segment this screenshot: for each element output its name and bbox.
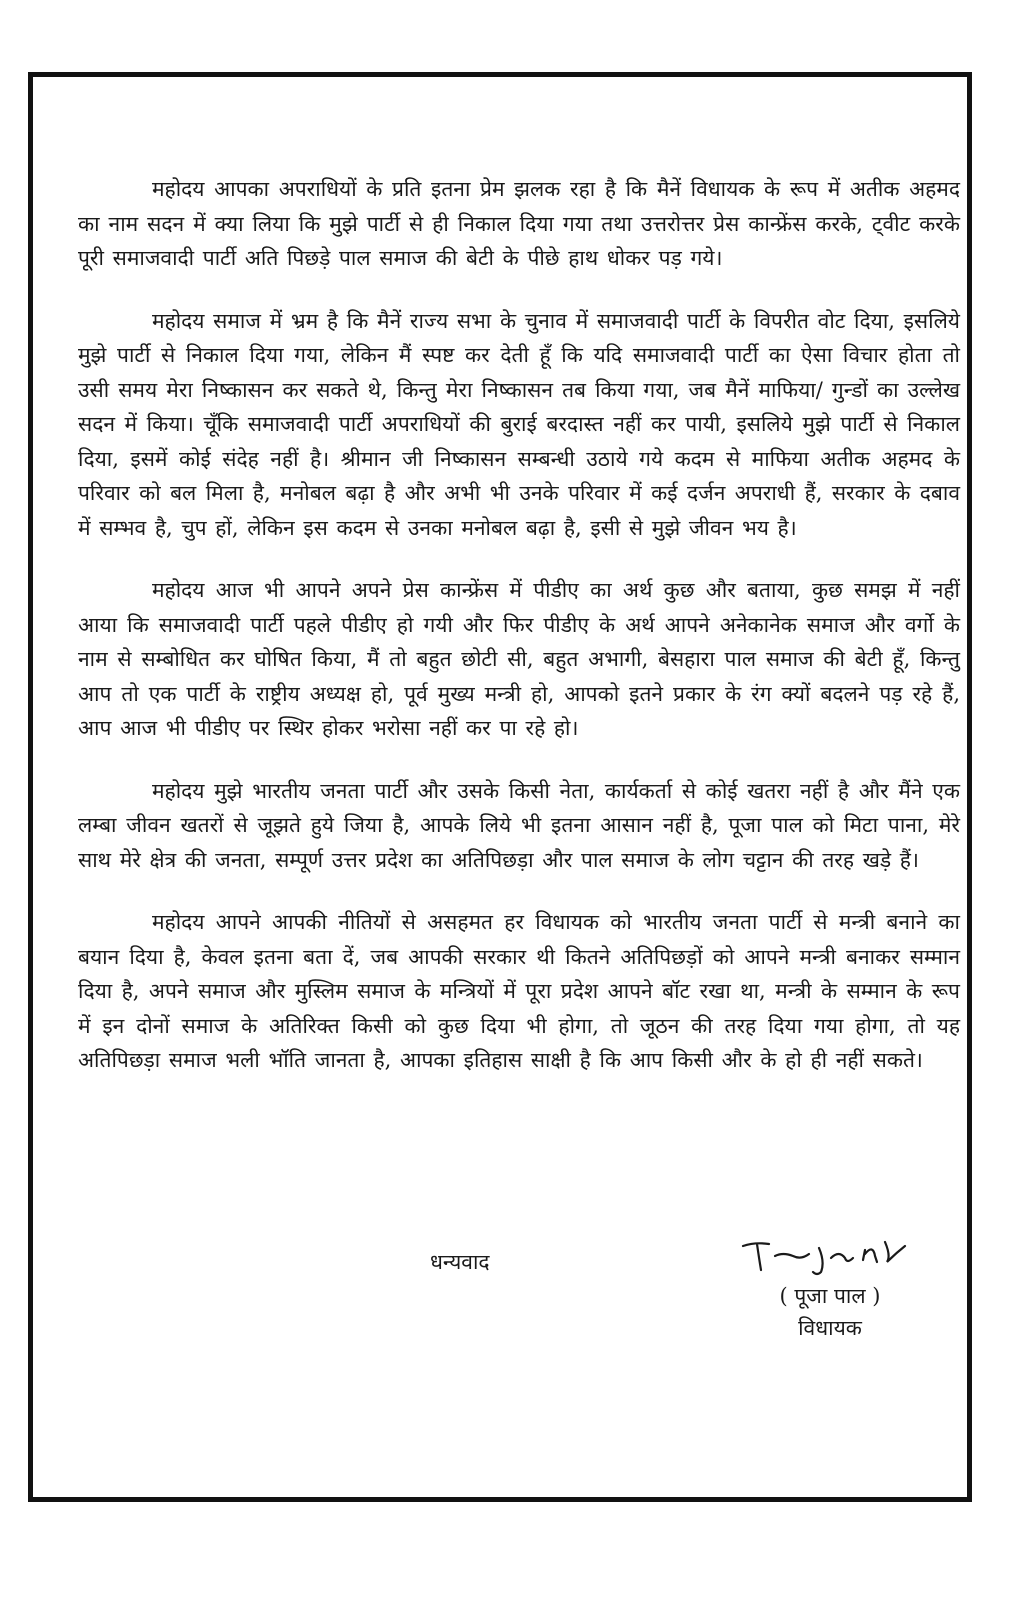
letter-body [78, 172, 960, 1106]
paragraph-4: महोदय मुझे भारतीय जनता पार्टी और उसके किसी नेता, कार्यकर्ता से कोई खतरा नहीं है और मैंने एक लम्बा जीवन खतरों से जूझते हुये जिया है, आपके लिये भी इतना आसान नहीं है, पूजा पाल को मिटा पाना, मेरे साथ मेरे क्षेत्र की जनता, सम्पूर्ण उत्तर प्रदेश का अतिपिछड़ा और पाल समाज के लोग चट्टान की तरह खड़े हैं। [78, 778, 960, 872]
paragraph-1: महोदय आपका अपराधियों के प्रति इतना प्रेम झलक रहा है कि मैनें विधायक के रूप में अतीक अहमद का नाम सदन में क्या लिया कि मुझे पार्टी से ही निकाल दिया गया तथा उत्तरोत्तर प्रेस कान्फ्रेंस करके, ट्वीट करके पूरी समाजवादी पार्टी अति पिछड़े पाल समाज की बेटी के पीछे हाथ धोकर पड़ गये। [78, 177, 960, 270]
paragraph-5: महोदय आपने आपकी नीतियों से असहमत हर विधायक को भारतीय जनता पार्टी से मन्त्री बनाने का बयान दिया है, केवल इतना बता दें, जब आपकी सरकार थी कितने अतिपिछड़ों को आपने मन्त्री बनाकर सम्मान दिया है, अपने समाज और मुस्लिम समाज के मन्त्रियों में पूरा प्रदेश आपने बॉट रखा था, मन्त्री के सम्मान के रूप में इन दोनों समाज के अतिरिक्त किसी को कुछ दिया भी होगा, तो जूठन की तरह दिया गया होगा, तो यह अतिपिछड़ा समाज भली भॉति जानता है, आपका इतिहास साक्षी है कि आप किसी और के हो ही नहीं सकते। [78, 910, 960, 1072]
paragraph-2: महोदय समाज में भ्रम है कि मैनें राज्य सभा के चुनाव में समाजवादी पार्टी के विपरीत वोट दिया, इसलिये मुझे पार्टी से निकाल दिया गया, लेकिन मैं स्पष्ट कर देती हूँ कि यदि समाजवादी पार्टी का ऐसा विचार होता तो उसी समय मेरा निष्कासन कर सकते थे, किन्तु मेरा निष्कासन तब किया गया, जब मैनें माफिया/ गुन्डों का उल्लेख सदन में किया। चूँकि समाजवादी पार्टी अपराधियों की बुराई बरदास्त नहीं कर पायी, इसलिये मुझे पार्टी से निकाल दिया, इसमें कोई संदेह नहीं है। श्रीमान जी निष्कासन सम्बन्धी उठाये गये कदम से माफिया अतीक अहमद के परिवार को बल मिला है, मनोबल बढ़ा है और अभी भी उनके परिवार में कई दर्जन अपराधी हैं, सरकार के दबाव में सम्भव है, चुप हों, लेकिन इस कदम से उनका मनोबल बढ़ा है, इसी से मुझे जीवन भय है। [78, 308, 960, 540]
signatory-name: ( पूजा पाल ) [779, 1284, 881, 1308]
closing-thanks: धन्यवाद [430, 1250, 490, 1274]
signatory-title: विधायक [798, 1316, 862, 1340]
handwritten-signature [735, 1232, 925, 1278]
signature-block [730, 1232, 930, 1344]
paragraph-3: महोदय आज भी आपने अपने प्रेस कान्फ्रेंस में पीडीए का अर्थ कुछ और बताया, कुछ समझ में नहीं आया कि समाजवादी पार्टी पहले पीडीए हो गयी और फिर पीडीए के अर्थ आपने अनेकानेक समाज और वर्गो के नाम से सम्बोधित कर घोषित किया, मैं तो बहुत छोटी सी, बहुत अभागी, बेसहारा पाल समाज की बेटी हूँ, किन्तु आप तो एक पार्टी के राष्ट्रीय अध्यक्ष हो, पूर्व मुख्य मन्त्री हो, आपको इतने प्रकार के रंग क्यों बदलने पड़ रहे हैं, आप आज भी पीडीए पर स्थिर होकर भरोसा नहीं कर पा रहे हो। [78, 578, 960, 740]
